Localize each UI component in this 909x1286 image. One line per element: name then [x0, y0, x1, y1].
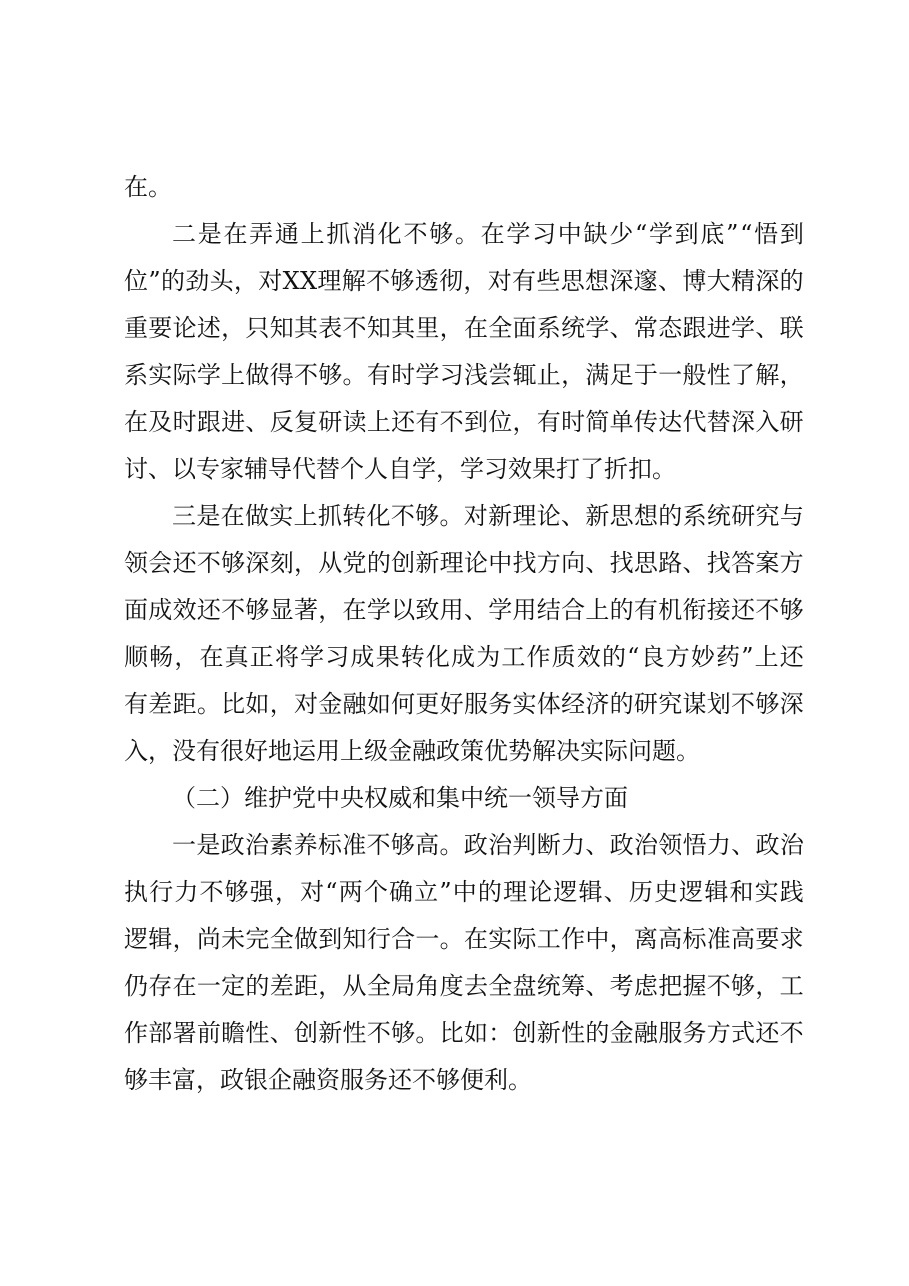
text-line: 面 成 效 还 不 够 显 著 ， 在 学 以 致 用 、 学 用 结 合 上 的 有 机 衔 接 还 不 够: [124, 596, 804, 624]
text-line: 系 实 际 学 上 做 得 不 够 。 有 时 学 习 浅 尝 辄 止 ， 满 足 于 一 般 性 了 解 ，: [124, 361, 804, 389]
text-line: 在。: [124, 173, 172, 201]
text-line: 重 要 论 述 ， 只 知 其 表 不 知 其 里 ， 在 全 面 系 统 学 、 常 态 跟 进 学 、 联: [124, 314, 804, 342]
text-line: 三 是 在 做 实 上 抓 转 化 不 够 。 对 新 理 论 、 新 思 想 的 系 统 研 究 与: [172, 502, 804, 530]
text-line: 讨、以专家辅导代替个人自学，学习效果打了折扣。: [124, 455, 676, 483]
section-heading: （二）维护党中央权威和集中统一领导方面: [172, 784, 628, 812]
text-line: 顺 畅 ， 在 真 正 将 学 习 成 果 转 化 成 为 工 作 质 效 的 “ 良 方 妙 药 ” 上 还: [124, 643, 804, 671]
text-line: 执 行 力 不 够 强 ， 对 “ 两 个 确 立 ” 中 的 理 论 逻 辑 、 历 史 逻 辑 和 实 践: [124, 878, 804, 906]
text-line: 有 差 距 。 比 如 ， 对 金 融 如 何 更 好 服 务 实 体 经 济 的 研 究 谋 划 不 够 深: [124, 690, 804, 718]
text-line: 二 是 在 弄 通 上 抓 消 化 不 够 。 在 学 习 中 缺 少 “ 学 到 底 ” “ 悟 到: [172, 220, 804, 248]
text-line: 入，没有很好地运用上级金融政策优势解决实际问题。: [124, 737, 700, 765]
text-line: 领 会 还 不 够 深 刻 ， 从 党 的 创 新 理 论 中 找 方 向 、 找 思 路 、 找 答 案 方: [124, 549, 804, 577]
text-line: 在 及 时 跟 进 、 反 复 研 读 上 还 有 不 到 位 ， 有 时 简 单 传 达 代 替 深 入 研: [124, 408, 804, 436]
text-line: 够丰富，政银企融资服务还不够便利。: [124, 1066, 532, 1094]
text-line: 作 部 署 前 瞻 性 、 创 新 性 不 够 。 比 如 ： 创 新 性 的 金 融 服 务 方 式 还 不: [124, 1019, 804, 1047]
document-body: [124, 164, 804, 1104]
text-line: 逻 辑 ， 尚 未 完 全 做 到 知 行 合 一 。 在 实 际 工 作 中 ， 离 高 标 准 高 要 求: [124, 925, 804, 953]
text-line: 仍 存 在 一 定 的 差 距 ， 从 全 局 角 度 去 全 盘 统 筹 、 考 虑 把 握 不 够 ， 工: [124, 972, 804, 1000]
text-line: 位 ” 的 劲 头 ， 对 X X 理 解 不 够 透 彻 ， 对 有 些 思 想 深 邃 、 博 大 精 深 的: [124, 267, 804, 295]
text-line: 一 是 政 治 素 养 标 准 不 够 高 。 政 治 判 断 力 、 政 治 领 悟 力 、 政 治: [172, 831, 804, 859]
